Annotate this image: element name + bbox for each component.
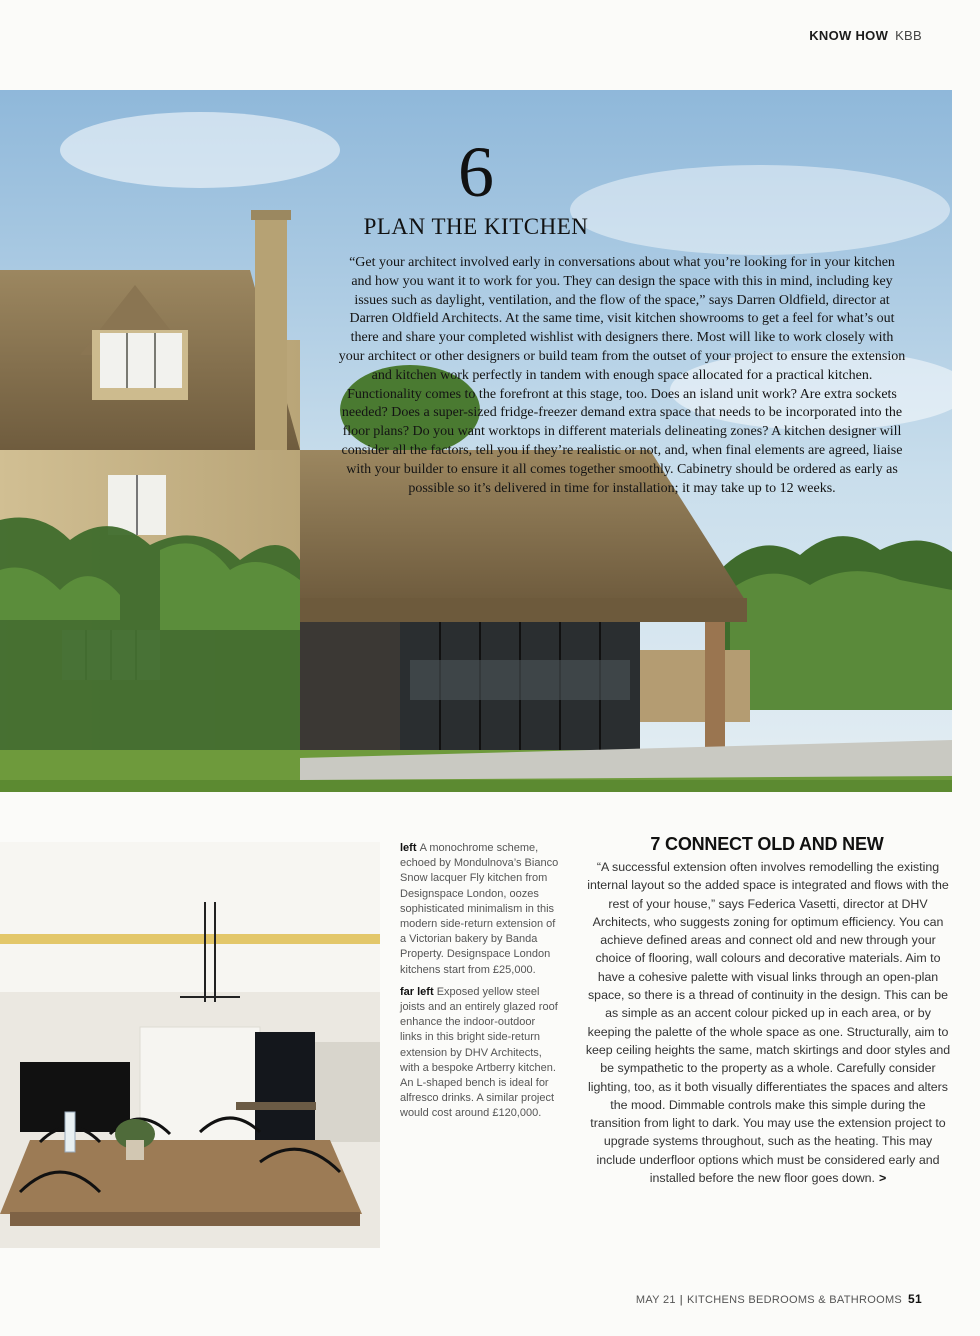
section-7-text: “A successful extension often involves remodelling the existing internal layout so the added space is integrated and flows with the rest of your house,” says Federica Vasetti, director at DHV Architects, who suggests zoning for optimum efficiency. You can achieve defined areas and connect old and new through your choice of flooring, wall colours and decorative materials. Aim to have a cohesive palette with visual links through an open-plan space, so there is a thread of continuity in the design. This can be as simple as an accent colour picked up in each area, or by keeping the palette of the whole space as one. Structurally, aim to keep ceiling heights the same, match skirtings and door styles and be sympathetic to the property as a whole. Carefully consider lighting, too, as it both visually differentiates the spaces and alters the mood. Dimmable controls make this simple during the transition from light to dark. You may use the extension project to upgrade systems throughout, such as the heating. This may include underfloor options which must be considered early and installed before the new floor goes down. — [585, 860, 951, 1186]
step-number: 6 — [458, 132, 494, 212]
caption-far-left-label: far left — [400, 985, 437, 998]
step-title: PLAN THE KITCHEN — [363, 214, 589, 239]
continue-arrow-icon: > — [879, 1171, 887, 1186]
caption-left-label: left — [400, 842, 420, 854]
caption-far-left — [400, 985, 560, 1122]
magazine-name: KITCHENS BEDROOMS & BATHROOMS — [686, 1294, 903, 1306]
section-kicker — [809, 28, 922, 43]
issue-date: MAY 21 — [635, 1294, 676, 1306]
photo-captions — [400, 841, 560, 1129]
dining-kitchen-illustration — [0, 842, 380, 1248]
step-body-text: “Get your architect involved early in conversations about what you’re looking for in your kitchen and how you want it to work for you. They can design the space with this in mind, including key issues such as daylight, ventilation, and the flow of the space,” says Darren Oldfield, director at Darren Oldfield Architects. At the same time, visit kitchen showrooms to get a feel for what’s out there and share your completed wishlist with designers there. Most will like to work closely with your architect or other designers or build team from the outset of your project to ensure the extension and kitchen work perfectly in tandem with enough space allocated for a practical kitchen. Functionality comes to the forefront at this stage, too. Does an island unit work? Are extra sockets needed? Does a super-sized fridge-freezer demand extra space that needs to be incorporated into the floor plans? Do you want worktops in different materials delineating zones? A kitchen designer will consider all the factors, tell you if they’re realistic or not, and, when final elements are agreed, liaise with your builder to ensure it all comes together smoothly. Cabinetry should be ordered as early as possible so it’s delivered in time for installation; it may take up to 12 weeks. — [338, 255, 906, 496]
interior-photo-dining-kitchen — [0, 842, 380, 1248]
caption-left — [400, 841, 560, 978]
section-7-title: 7 CONNECT OLD AND NEW — [650, 834, 884, 854]
hero-photo-cottage-extension — [0, 90, 952, 792]
section-7-body — [584, 858, 952, 1187]
caption-left-text: A monochrome scheme, echoed by Mondulnova’s Bianco Snow lacquer Fly kitchen from Designspace London, oozes sophisticated minimalism in this modern side-return extension of a Victorian bakery by Banda Property. Designspace London kitchens start from £25,000. — [400, 842, 559, 976]
footer-separator: | — [679, 1294, 683, 1306]
page-number: 51 — [908, 1292, 922, 1306]
section-label: KNOW HOW — [809, 28, 889, 43]
page-footer — [636, 1292, 922, 1306]
magazine-tag: KBB — [895, 28, 922, 43]
caption-far-left-text: Exposed yellow steel joists and an entirely glazed roof enhance the indoor-outdoor links in this bright side-return extension by DHV Architects, with a bespoke Artberry kitchen. An L-shaped bench is ideal for alfresco drinks. A similar project would cost around £120,000. — [400, 985, 558, 1120]
